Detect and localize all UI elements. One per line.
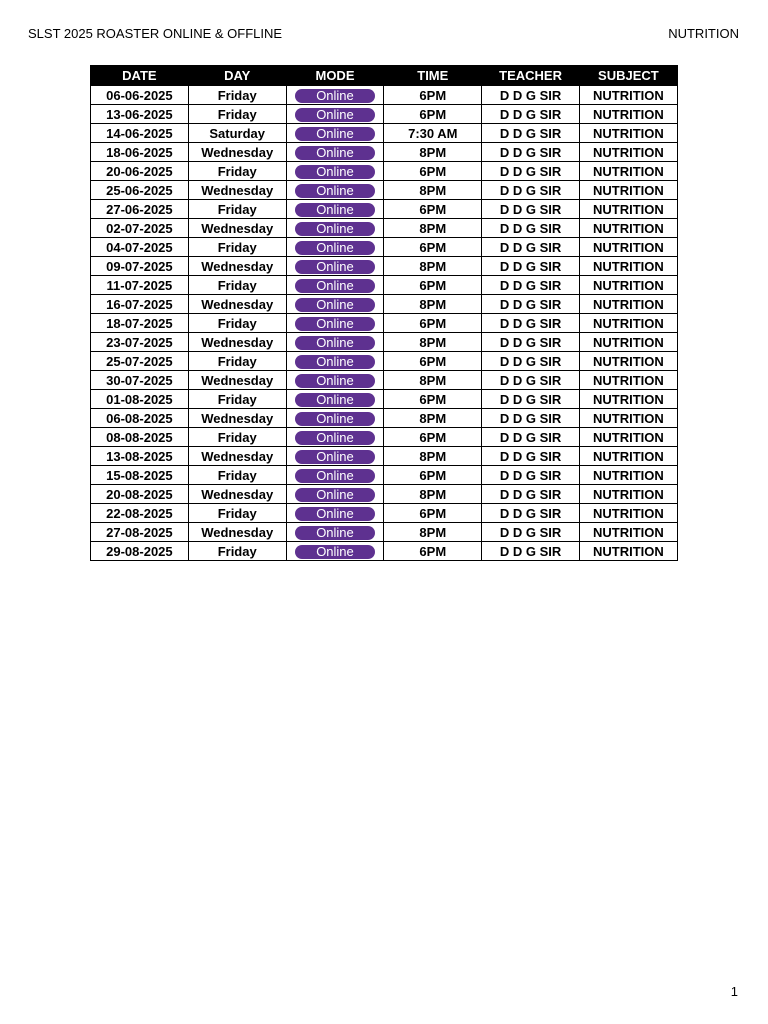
teacher-cell: D D G SIR [482,105,580,124]
teacher-cell: D D G SIR [482,143,580,162]
teacher-cell: D D G SIR [482,542,580,561]
time-cell: 6PM [384,542,482,561]
table-header-row [91,66,678,86]
teacher-cell: D D G SIR [482,485,580,504]
teacher-cell: D D G SIR [482,181,580,200]
teacher-cell: D D G SIR [482,162,580,181]
day-cell: Wednesday [188,447,286,466]
date-cell: 30-07-2025 [91,371,189,390]
time-cell: 6PM [384,276,482,295]
teacher-cell: D D G SIR [482,219,580,238]
table-row [91,86,678,105]
table-row [91,105,678,124]
teacher-cell: D D G SIR [482,523,580,542]
mode-badge: Online [295,431,375,445]
subject-cell: NUTRITION [579,409,677,428]
mode-cell [286,523,384,542]
table-row [91,162,678,181]
mode-cell [286,219,384,238]
subject-cell: NUTRITION [579,447,677,466]
date-cell: 06-06-2025 [91,86,189,105]
date-cell: 25-06-2025 [91,181,189,200]
table-row [91,314,678,333]
teacher-cell: D D G SIR [482,371,580,390]
teacher-cell: D D G SIR [482,504,580,523]
day-cell: Friday [188,390,286,409]
day-cell: Friday [188,276,286,295]
day-cell: Wednesday [188,371,286,390]
mode-badge: Online [295,488,375,502]
subject-cell: NUTRITION [579,143,677,162]
date-cell: 06-08-2025 [91,409,189,428]
day-cell: Friday [188,428,286,447]
day-cell: Friday [188,542,286,561]
mode-cell [286,352,384,371]
date-cell: 02-07-2025 [91,219,189,238]
subject-cell: NUTRITION [579,542,677,561]
mode-cell [286,295,384,314]
time-cell: 6PM [384,466,482,485]
table-row [91,447,678,466]
mode-cell [286,428,384,447]
mode-badge: Online [295,393,375,407]
date-cell: 23-07-2025 [91,333,189,352]
table-row [91,276,678,295]
date-cell: 09-07-2025 [91,257,189,276]
date-cell: 29-08-2025 [91,542,189,561]
mode-badge: Online [295,165,375,179]
mode-cell [286,447,384,466]
table-row [91,352,678,371]
mode-cell [286,181,384,200]
subject-cell: NUTRITION [579,238,677,257]
teacher-cell: D D G SIR [482,124,580,143]
table-row [91,238,678,257]
date-cell: 13-06-2025 [91,105,189,124]
table-body [91,86,678,561]
subject-cell: NUTRITION [579,105,677,124]
mode-cell [286,371,384,390]
mode-badge: Online [295,108,375,122]
day-cell: Friday [188,200,286,219]
day-cell: Wednesday [188,409,286,428]
table-row [91,371,678,390]
table-row [91,409,678,428]
teacher-cell: D D G SIR [482,86,580,105]
mode-cell [286,314,384,333]
mode-cell [286,542,384,561]
table-row [91,219,678,238]
mode-badge: Online [295,260,375,274]
teacher-cell: D D G SIR [482,238,580,257]
table-row [91,143,678,162]
time-cell: 8PM [384,295,482,314]
subject-cell: NUTRITION [579,257,677,276]
time-cell: 8PM [384,485,482,504]
page-number: 1 [730,984,738,999]
day-cell: Wednesday [188,333,286,352]
subject-cell: NUTRITION [579,352,677,371]
day-cell: Wednesday [188,219,286,238]
time-cell: 8PM [384,371,482,390]
mode-badge: Online [295,279,375,293]
date-cell: 14-06-2025 [91,124,189,143]
time-cell: 8PM [384,181,482,200]
mode-badge: Online [295,317,375,331]
mode-badge: Online [295,545,375,559]
day-cell: Wednesday [188,523,286,542]
table-row [91,181,678,200]
mode-badge: Online [295,469,375,483]
day-cell: Wednesday [188,295,286,314]
column-header-date: DATE [91,66,189,86]
table-row [91,466,678,485]
mode-cell [286,257,384,276]
mode-badge: Online [295,355,375,369]
time-cell: 8PM [384,523,482,542]
subject-cell: NUTRITION [579,181,677,200]
column-header-day: DAY [188,66,286,86]
date-cell: 27-06-2025 [91,200,189,219]
table-row [91,542,678,561]
table-row [91,390,678,409]
time-cell: 7:30 AM [384,124,482,143]
day-cell: Friday [188,86,286,105]
date-cell: 25-07-2025 [91,352,189,371]
time-cell: 6PM [384,314,482,333]
table-row [91,200,678,219]
day-cell: Friday [188,466,286,485]
table-row [91,504,678,523]
table-header [91,66,678,86]
mode-badge: Online [295,336,375,350]
mode-cell [286,124,384,143]
time-cell: 8PM [384,333,482,352]
time-cell: 8PM [384,257,482,276]
document-title: SLST 2025 ROASTER ONLINE & OFFLINE [28,26,283,41]
mode-cell [286,409,384,428]
mode-badge: Online [295,450,375,464]
teacher-cell: D D G SIR [482,295,580,314]
date-cell: 01-08-2025 [91,390,189,409]
time-cell: 6PM [384,428,482,447]
mode-badge: Online [295,298,375,312]
teacher-cell: D D G SIR [482,352,580,371]
day-cell: Saturday [188,124,286,143]
subject-cell: NUTRITION [579,219,677,238]
day-cell: Wednesday [188,181,286,200]
teacher-cell: D D G SIR [482,257,580,276]
mode-cell [286,143,384,162]
day-cell: Wednesday [188,485,286,504]
teacher-cell: D D G SIR [482,333,580,352]
date-cell: 16-07-2025 [91,295,189,314]
time-cell: 6PM [384,86,482,105]
column-header-time: TIME [384,66,482,86]
table-row [91,523,678,542]
subject-cell: NUTRITION [579,523,677,542]
teacher-cell: D D G SIR [482,428,580,447]
subject-cell: NUTRITION [579,466,677,485]
day-cell: Friday [188,352,286,371]
date-cell: 08-08-2025 [91,428,189,447]
column-header-mode: MODE [286,66,384,86]
day-cell: Friday [188,162,286,181]
mode-cell [286,105,384,124]
subject-cell: NUTRITION [579,504,677,523]
day-cell: Wednesday [188,143,286,162]
mode-cell [286,485,384,504]
subject-cell: NUTRITION [579,162,677,181]
table-row [91,428,678,447]
table-row [91,257,678,276]
table-row [91,485,678,504]
subject-cell: NUTRITION [579,200,677,219]
time-cell: 6PM [384,390,482,409]
mode-badge: Online [295,526,375,540]
date-cell: 27-08-2025 [91,523,189,542]
date-cell: 20-06-2025 [91,162,189,181]
date-cell: 11-07-2025 [91,276,189,295]
date-cell: 15-08-2025 [91,466,189,485]
table-row [91,295,678,314]
subject-cell: NUTRITION [579,333,677,352]
mode-badge: Online [295,146,375,160]
date-cell: 18-07-2025 [91,314,189,333]
date-cell: 18-06-2025 [91,143,189,162]
mode-badge: Online [295,89,375,103]
column-header-teacher: TEACHER [482,66,580,86]
teacher-cell: D D G SIR [482,409,580,428]
subject-cell: NUTRITION [579,276,677,295]
day-cell: Wednesday [188,257,286,276]
mode-badge: Online [295,374,375,388]
date-cell: 13-08-2025 [91,447,189,466]
mode-badge: Online [295,222,375,236]
time-cell: 6PM [384,200,482,219]
subject-cell: NUTRITION [579,371,677,390]
mode-cell [286,333,384,352]
mode-cell [286,504,384,523]
mode-badge: Online [295,507,375,521]
mode-badge: Online [295,184,375,198]
mode-cell [286,276,384,295]
subject-cell: NUTRITION [579,428,677,447]
time-cell: 6PM [384,162,482,181]
date-cell: 04-07-2025 [91,238,189,257]
mode-badge: Online [295,412,375,426]
table-row [91,124,678,143]
time-cell: 6PM [384,504,482,523]
time-cell: 6PM [384,352,482,371]
time-cell: 8PM [384,447,482,466]
mode-cell [286,200,384,219]
teacher-cell: D D G SIR [482,200,580,219]
day-cell: Friday [188,238,286,257]
document-subject: NUTRITION [668,26,739,41]
column-header-subject: SUBJECT [579,66,677,86]
mode-badge: Online [295,241,375,255]
roster-table [90,65,678,561]
teacher-cell: D D G SIR [482,390,580,409]
subject-cell: NUTRITION [579,86,677,105]
time-cell: 8PM [384,219,482,238]
teacher-cell: D D G SIR [482,276,580,295]
mode-cell [286,390,384,409]
teacher-cell: D D G SIR [482,466,580,485]
day-cell: Friday [188,504,286,523]
date-cell: 20-08-2025 [91,485,189,504]
time-cell: 8PM [384,143,482,162]
mode-badge: Online [295,203,375,217]
day-cell: Friday [188,314,286,333]
table-row [91,333,678,352]
time-cell: 6PM [384,238,482,257]
mode-cell [286,466,384,485]
mode-cell [286,238,384,257]
mode-cell [286,162,384,181]
subject-cell: NUTRITION [579,295,677,314]
mode-cell [286,86,384,105]
teacher-cell: D D G SIR [482,447,580,466]
time-cell: 8PM [384,409,482,428]
time-cell: 6PM [384,105,482,124]
subject-cell: NUTRITION [579,485,677,504]
teacher-cell: D D G SIR [482,314,580,333]
date-cell: 22-08-2025 [91,504,189,523]
subject-cell: NUTRITION [579,314,677,333]
subject-cell: NUTRITION [579,124,677,143]
subject-cell: NUTRITION [579,390,677,409]
mode-badge: Online [295,127,375,141]
day-cell: Friday [188,105,286,124]
